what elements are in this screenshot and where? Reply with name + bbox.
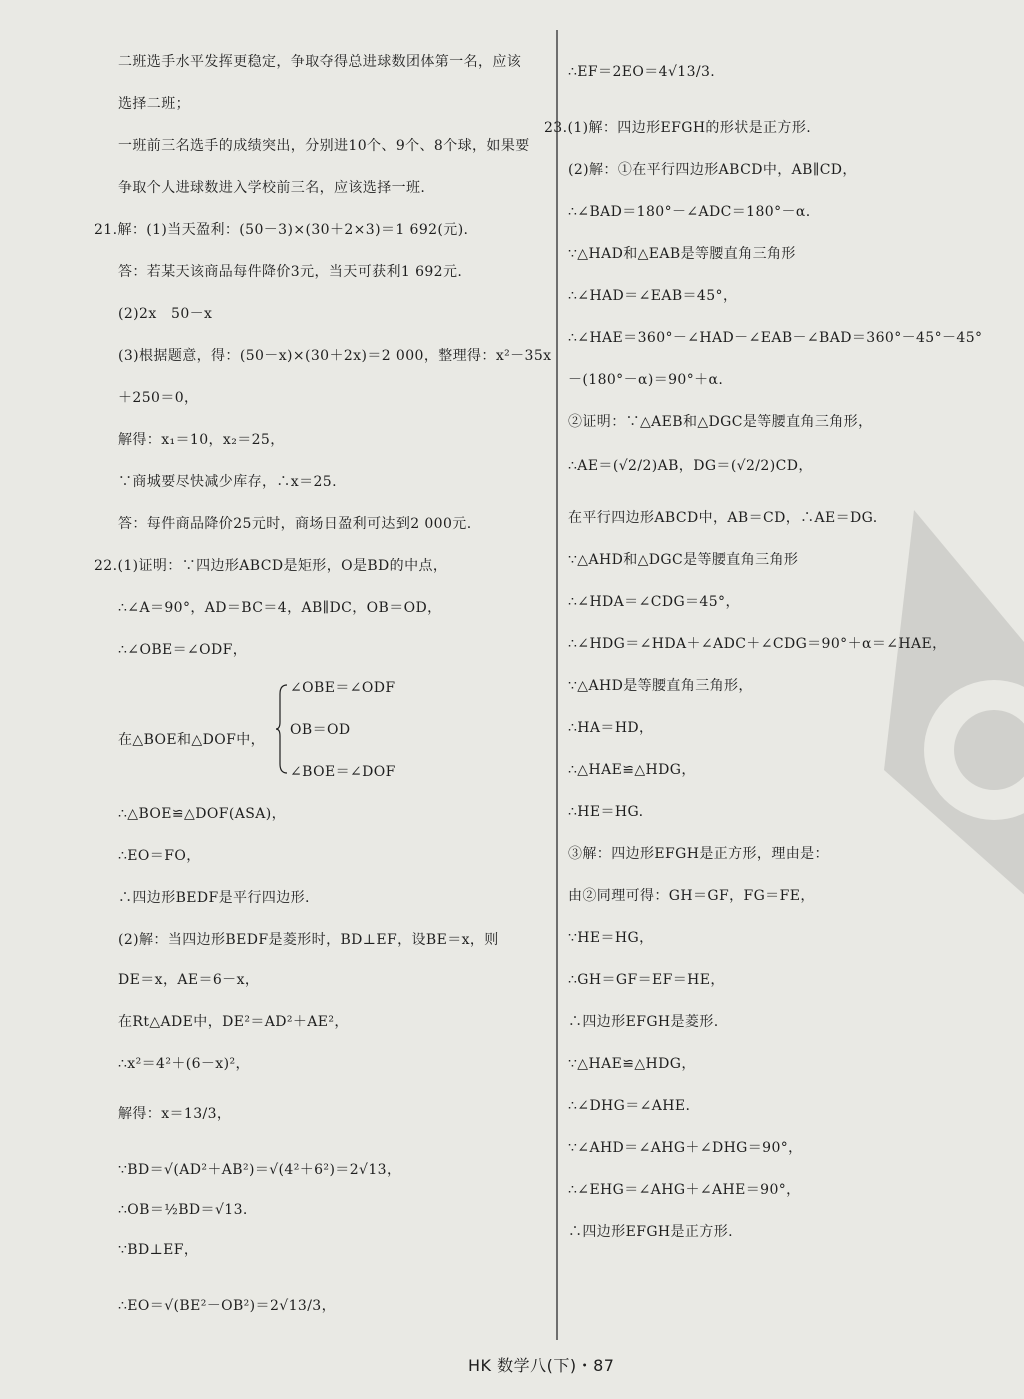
left-line: ∴EO＝FO， (118, 848, 201, 864)
right-line: ∴∠HAD＝∠EAB＝45°， (568, 288, 738, 304)
brace-line: OB＝OD (290, 722, 351, 738)
left-line: 一班前三名选手的成绩突出，分别进10个、9个、8个球，如果要 (118, 138, 530, 154)
left-line: 在△BOE和△DOF中， (118, 732, 265, 748)
brace-line: ∠BOE＝∠DOF (290, 764, 396, 780)
watermark-logo-icon (764, 490, 1024, 950)
left-line: ∴OB＝½BD＝√13. (118, 1202, 248, 1218)
right-line: ∴∠BAD＝180°－∠ADC＝180°－α. (568, 204, 811, 220)
left-line: ＋250＝0， (118, 390, 199, 406)
right-line: (2)解：①在平行四边形ABCD中，AB∥CD， (568, 162, 857, 178)
right-line: ∵∠AHD＝∠AHG＋∠DHG＝90°， (568, 1140, 803, 1156)
left-line: ∴△BOE≌△DOF(ASA)， (118, 806, 286, 822)
left-line: 选择二班； (118, 96, 190, 112)
right-line: ∴∠HDG＝∠HDA＋∠ADC＋∠CDG＝90°＋α＝∠HAE， (568, 636, 947, 652)
right-line: ∴AE＝(√2/2)AB，DG＝(√2/2)CD， (568, 458, 813, 474)
right-line: ∴HE＝HG. (568, 804, 644, 820)
left-line: 21.解：(1)当天盈利：(50－3)×(30＋2×3)＝1 692(元). (94, 222, 469, 238)
left-line: ∴∠A＝90°，AD＝BC＝4，AB∥DC，OB＝OD， (118, 600, 442, 616)
left-line: 答：若某天该商品每件降价3元，当天可获利1 692元. (118, 264, 463, 280)
left-line: ∴四边形BEDF是平行四边形. (118, 890, 310, 906)
left-line: 在Rt△ADE中，DE²＝AD²＋AE²， (118, 1014, 349, 1030)
left-line: (3)根据题意，得：(50－x)×(30＋2x)＝2 000，整理得：x²－35x (118, 348, 552, 364)
left-line: 二班选手水平发挥更稳定，争取夺得总进球数团体第一名，应该 (118, 54, 522, 70)
right-line: ∴∠HAE＝360°－∠HAD－∠EAB－∠BAD＝360°－45°－45° (568, 330, 983, 346)
right-line: ∴四边形EFGH是正方形. (568, 1224, 733, 1240)
right-line: ∴∠DHG＝∠AHE. (568, 1098, 691, 1114)
right-line: ∵△HAD和△EAB是等腰直角三角形 (568, 246, 796, 262)
right-line: ∴GH＝GF＝EF＝HE， (568, 972, 725, 988)
left-line: ∴x²＝4²＋(6－x)²， (118, 1056, 250, 1072)
left-line: (2)解：当四边形BEDF是菱形时，BD⊥EF，设BE＝x，则 (118, 932, 499, 948)
right-line: ∴∠HDA＝∠CDG＝45°， (568, 594, 740, 610)
page-footer: HK 数学八(下)・87 (468, 1356, 615, 1375)
right-line: ∴HA＝HD， (568, 720, 654, 736)
left-line: ∴EO＝√(BE²－OB²)＝2√13/3， (118, 1298, 337, 1314)
left-line: 解得：x₁＝10，x₂＝25， (118, 432, 285, 448)
left-line: DE＝x，AE＝6－x， (118, 972, 260, 988)
left-line: (2)2x 50－x (118, 306, 213, 322)
left-line: ∴∠OBE＝∠ODF， (118, 642, 248, 658)
left-line: 争取个人进球数进入学校前三名，应该选择一班. (118, 180, 426, 196)
right-line: ③解：四边形EFGH是正方形，理由是： (568, 846, 829, 862)
right-line: 由②同理可得：GH＝GF，FG＝FE， (568, 888, 815, 904)
left-line: 解得：x＝13/3， (118, 1106, 232, 1122)
right-line: 23.(1)解：四边形EFGH的形状是正方形. (544, 120, 812, 136)
left-line: ∵BD＝√(AD²＋AB²)＝√(4²＋6²)＝2√13， (118, 1162, 402, 1178)
right-line: －(180°－α)＝90°＋α. (568, 372, 724, 388)
right-line: ∴四边形EFGH是菱形. (568, 1014, 719, 1030)
left-line: ∵商城要尽快减少库存，∴x＝25. (118, 474, 337, 490)
left-line: 22.(1)证明：∵四边形ABCD是矩形，O是BD的中点， (94, 558, 448, 574)
brace-icon (276, 684, 288, 774)
right-line: ②证明：∵△AEB和△DGC是等腰直角三角形， (568, 414, 873, 430)
right-line: ∵△AHD和△DGC是等腰直角三角形 (568, 552, 799, 568)
right-line: ∴∠EHG＝∠AHG＋∠AHE＝90°， (568, 1182, 801, 1198)
right-line: ∵HE＝HG， (568, 930, 654, 946)
brace-line: ∠OBE＝∠ODF (290, 680, 396, 696)
right-line: ∵△HAE≌△HDG， (568, 1056, 696, 1072)
right-line: 在平行四边形ABCD中，AB＝CD，∴AE＝DG. (568, 510, 878, 526)
column-divider (556, 30, 558, 1340)
right-line: ∴EF＝2EO＝4√13/3. (568, 64, 716, 80)
left-line: 答：每件商品降价25元时，商场日盈利可达到2 000元. (118, 516, 472, 532)
left-line: ∵BD⊥EF， (118, 1242, 199, 1258)
right-line: ∴△HAE≌△HDG， (568, 762, 696, 778)
right-line: ∵△AHD是等腰直角三角形， (568, 678, 753, 694)
